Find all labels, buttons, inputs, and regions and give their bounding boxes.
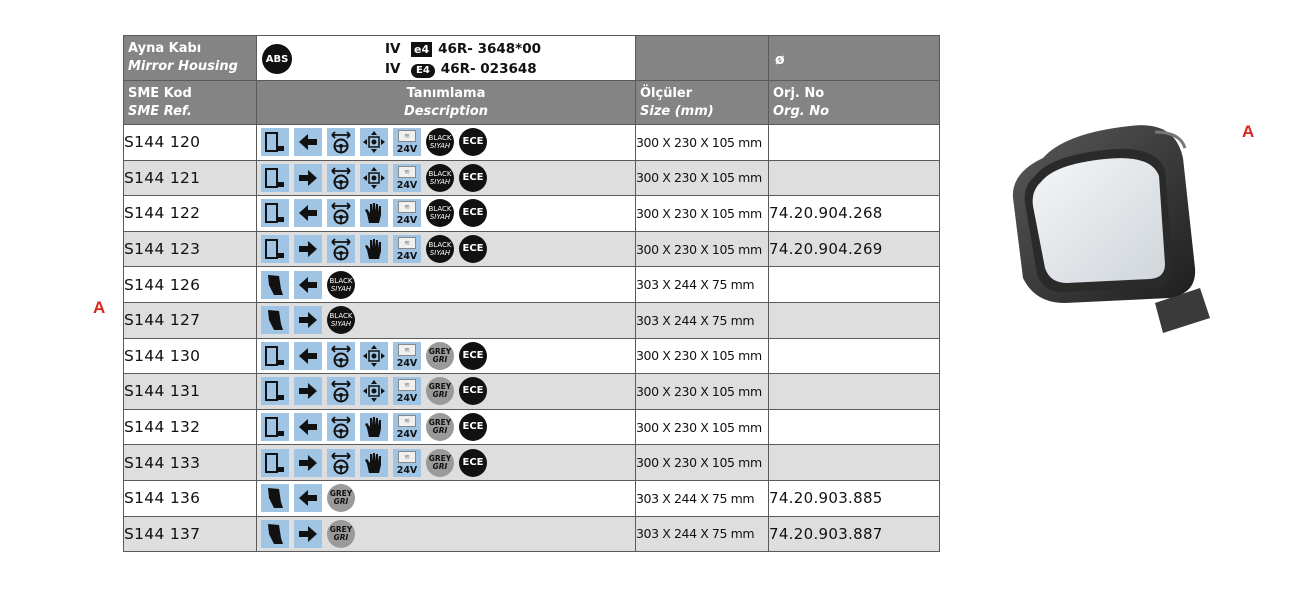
- manual-hand-icon: [360, 449, 388, 477]
- black-siyah-badge: [426, 199, 454, 227]
- table-row: [124, 196, 940, 232]
- table-row: [124, 267, 940, 303]
- remote-move-icon: [360, 128, 388, 156]
- table-row: [124, 409, 940, 445]
- description-icons: [257, 480, 636, 516]
- black-siyah-badge: [426, 164, 454, 192]
- color-label: GREY: [428, 346, 452, 356]
- original-number: 74.20.903.885: [769, 480, 940, 516]
- arrow-left-icon: [294, 128, 322, 156]
- heated-24v-icon: [393, 377, 421, 405]
- product-code: S144 123: [124, 231, 257, 267]
- voltage-label: 24V: [396, 357, 418, 369]
- electric-adjust-icon: [327, 377, 355, 405]
- diameter-symbol: ø: [775, 51, 785, 68]
- code-header-tr: SME Kod: [128, 85, 192, 101]
- table-row: [124, 302, 940, 338]
- certification-line-1: [385, 41, 541, 57]
- manual-hand-icon: [360, 199, 388, 227]
- table-row: [124, 231, 940, 267]
- grey-gri-badge: [426, 342, 454, 370]
- truck-mirror-photo: [1005, 118, 1225, 338]
- heat-wave-icon: ≋: [398, 451, 416, 463]
- color-sublabel: GRI: [432, 461, 448, 471]
- electric-adjust-icon: [327, 235, 355, 263]
- header-row-housing: [124, 36, 940, 81]
- product-code: S144 126: [124, 267, 257, 303]
- product-size: 300 X 230 X 105 mm: [636, 409, 769, 445]
- description-icons: [257, 374, 636, 410]
- blank-header-cell: [636, 36, 769, 81]
- remote-move-icon: [360, 342, 388, 370]
- description-header-en: Description: [403, 103, 489, 119]
- description-icons: [257, 160, 636, 196]
- voltage-label: 24V: [396, 144, 418, 156]
- description-icons: [257, 125, 636, 161]
- product-code: S144 130: [124, 338, 257, 374]
- product-code: S144 136: [124, 480, 257, 516]
- ece-badge: ECE: [459, 199, 487, 227]
- table-row: [124, 160, 940, 196]
- arrow-right-icon: [294, 306, 322, 334]
- header-row-columns: [124, 81, 940, 125]
- black-siyah-badge: [426, 235, 454, 263]
- table-row: [124, 338, 940, 374]
- column-header-description: [257, 81, 636, 125]
- product-code: S144 137: [124, 516, 257, 552]
- mirror-square-icon: [261, 199, 289, 227]
- description-icons: [257, 516, 636, 552]
- housing-label-en: Mirror Housing: [128, 59, 238, 74]
- color-sublabel: SIYAH: [429, 177, 451, 186]
- electric-adjust-icon: [327, 199, 355, 227]
- code-header-en: SME Ref.: [128, 103, 192, 119]
- cert-number: 46R- 023648: [440, 61, 537, 77]
- product-size: 300 X 230 X 105 mm: [636, 196, 769, 232]
- ece-badge: ECE: [459, 449, 487, 477]
- description-icons: [257, 302, 636, 338]
- table-row: [124, 125, 940, 161]
- original-number: [769, 409, 940, 445]
- ece-badge: ECE: [459, 164, 487, 192]
- heated-24v-icon: [393, 413, 421, 441]
- description-icons: [257, 231, 636, 267]
- color-label: BLACK: [329, 312, 353, 321]
- product-code: S144 132: [124, 409, 257, 445]
- color-sublabel: SIYAH: [429, 142, 451, 151]
- black-siyah-badge: [327, 271, 355, 299]
- mirror-square-icon: [261, 128, 289, 156]
- color-sublabel: GRI: [333, 532, 349, 542]
- original-number: [769, 267, 940, 303]
- heated-24v-icon: [393, 199, 421, 227]
- housing-label-tr: Ayna Kabı: [128, 41, 202, 56]
- color-sublabel: SIYAH: [429, 213, 451, 222]
- product-table: [123, 35, 940, 552]
- arrow-left-icon: [294, 342, 322, 370]
- grey-gri-badge: [327, 520, 355, 548]
- product-size: 300 X 230 X 105 mm: [636, 445, 769, 481]
- cert-number: 46R- 3648*00: [438, 41, 542, 57]
- product-code: S144 122: [124, 196, 257, 232]
- color-label: BLACK: [428, 205, 452, 214]
- ece-badge: ECE: [459, 128, 487, 156]
- electric-adjust-icon: [327, 449, 355, 477]
- arrow-left-icon: [294, 484, 322, 512]
- color-label: GREY: [428, 453, 452, 463]
- column-header-orig: [769, 81, 940, 125]
- abs-badge: ABS: [262, 44, 292, 74]
- product-code: S144 127: [124, 302, 257, 338]
- color-sublabel: GRI: [333, 497, 349, 507]
- housing-cover-icon: [261, 271, 289, 299]
- original-number: [769, 302, 940, 338]
- color-sublabel: GRI: [432, 426, 448, 436]
- color-label: BLACK: [428, 134, 452, 143]
- ece-badge: ECE: [459, 235, 487, 263]
- description-header-tr: Tanımlama: [406, 85, 486, 101]
- voltage-label: 24V: [396, 179, 418, 191]
- color-label: GREY: [428, 418, 452, 428]
- e4-oval-mark-icon: E4: [411, 64, 435, 78]
- grey-gri-badge: [426, 377, 454, 405]
- diameter-header-cell: [769, 36, 940, 81]
- black-siyah-badge: [327, 306, 355, 334]
- heated-24v-icon: [393, 449, 421, 477]
- housing-cover-icon: [261, 520, 289, 548]
- heat-wave-icon: ≋: [398, 415, 416, 427]
- table-row: [124, 480, 940, 516]
- manual-hand-icon: [360, 413, 388, 441]
- orig-header-tr: Orj. No: [773, 85, 825, 101]
- arrow-right-icon: [294, 235, 322, 263]
- heated-24v-icon: [393, 342, 421, 370]
- product-code: S144 131: [124, 374, 257, 410]
- color-sublabel: SIYAH: [330, 320, 352, 329]
- marker-a-right: A: [1242, 122, 1255, 141]
- size-header-en: Size (mm): [640, 103, 714, 119]
- description-icons: [257, 409, 636, 445]
- product-size: 303 X 244 X 75 mm: [636, 516, 769, 552]
- housing-cover-icon: [261, 484, 289, 512]
- product-size: 300 X 230 X 105 mm: [636, 374, 769, 410]
- table-row: [124, 374, 940, 410]
- e4-mark-icon: e4: [411, 42, 432, 57]
- product-code: S144 133: [124, 445, 257, 481]
- black-siyah-badge: [426, 128, 454, 156]
- arrow-right-icon: [294, 377, 322, 405]
- table-row: [124, 516, 940, 552]
- grey-gri-badge: [426, 413, 454, 441]
- electric-adjust-icon: [327, 413, 355, 441]
- remote-move-icon: [360, 377, 388, 405]
- description-icons: [257, 338, 636, 374]
- heated-24v-icon: [393, 164, 421, 192]
- mirror-square-icon: [261, 235, 289, 263]
- electric-adjust-icon: [327, 164, 355, 192]
- grey-gri-badge: [426, 449, 454, 477]
- color-sublabel: SIYAH: [330, 284, 352, 293]
- cert-roman: IV: [385, 61, 401, 77]
- voltage-label: 24V: [396, 393, 418, 405]
- arrow-left-icon: [294, 271, 322, 299]
- heat-wave-icon: ≋: [398, 201, 416, 213]
- color-label: BLACK: [428, 241, 452, 250]
- product-size: 300 X 230 X 105 mm: [636, 125, 769, 161]
- heat-wave-icon: ≋: [398, 166, 416, 178]
- original-number: 74.20.903.887: [769, 516, 940, 552]
- product-size: 303 X 244 X 75 mm: [636, 302, 769, 338]
- original-number: [769, 338, 940, 374]
- marker-a-left: A: [93, 298, 106, 317]
- original-number: [769, 125, 940, 161]
- arrow-right-icon: [294, 520, 322, 548]
- original-number: [769, 160, 940, 196]
- product-code: S144 120: [124, 125, 257, 161]
- mirror-square-icon: [261, 164, 289, 192]
- ece-badge: ECE: [459, 377, 487, 405]
- manual-hand-icon: [360, 235, 388, 263]
- description-icons: [257, 445, 636, 481]
- color-label: GREY: [428, 382, 452, 392]
- mirror-square-icon: [261, 342, 289, 370]
- product-size: 300 X 230 X 105 mm: [636, 231, 769, 267]
- size-header-tr: Ölçüler: [640, 85, 693, 101]
- certification-cell: [257, 36, 636, 81]
- heat-wave-icon: ≋: [398, 379, 416, 391]
- voltage-label: 24V: [396, 215, 418, 227]
- column-header-code: [124, 81, 257, 125]
- mirror-square-icon: [261, 449, 289, 477]
- mirror-square-icon: [261, 413, 289, 441]
- color-label: BLACK: [428, 169, 452, 178]
- product-size: 303 X 244 X 75 mm: [636, 480, 769, 516]
- arrow-right-icon: [294, 164, 322, 192]
- heat-wave-icon: ≋: [398, 130, 416, 142]
- mirror-square-icon: [261, 377, 289, 405]
- color-label: GREY: [329, 524, 353, 534]
- color-sublabel: GRI: [432, 390, 448, 400]
- original-number: 74.20.904.268: [769, 196, 940, 232]
- electric-adjust-icon: [327, 342, 355, 370]
- cert-roman: IV: [385, 41, 401, 57]
- remote-move-icon: [360, 164, 388, 192]
- arrow-right-icon: [294, 449, 322, 477]
- orig-header-en: Org. No: [773, 103, 830, 119]
- color-label: GREY: [329, 489, 353, 499]
- arrow-left-icon: [294, 199, 322, 227]
- original-number: 74.20.904.269: [769, 231, 940, 267]
- table-row: [124, 445, 940, 481]
- heated-24v-icon: [393, 128, 421, 156]
- heat-wave-icon: ≋: [398, 344, 416, 356]
- housing-label-cell: [124, 36, 257, 81]
- product-size: 300 X 230 X 105 mm: [636, 160, 769, 196]
- voltage-label: 24V: [396, 464, 418, 476]
- voltage-label: 24V: [396, 251, 418, 263]
- color-sublabel: GRI: [432, 354, 448, 364]
- color-sublabel: SIYAH: [429, 249, 451, 258]
- product-size: 300 X 230 X 105 mm: [636, 338, 769, 374]
- description-icons: [257, 267, 636, 303]
- color-label: BLACK: [329, 276, 353, 285]
- ece-badge: ECE: [459, 342, 487, 370]
- product-size: 303 X 244 X 75 mm: [636, 267, 769, 303]
- description-icons: [257, 196, 636, 232]
- certification-line-2: [385, 61, 537, 78]
- electric-adjust-icon: [327, 128, 355, 156]
- original-number: [769, 374, 940, 410]
- ece-badge: ECE: [459, 413, 487, 441]
- heat-wave-icon: ≋: [398, 237, 416, 249]
- voltage-label: 24V: [396, 429, 418, 441]
- original-number: [769, 445, 940, 481]
- product-code: S144 121: [124, 160, 257, 196]
- heated-24v-icon: [393, 235, 421, 263]
- column-header-size: [636, 81, 769, 125]
- grey-gri-badge: [327, 484, 355, 512]
- arrow-left-icon: [294, 413, 322, 441]
- housing-cover-icon: [261, 306, 289, 334]
